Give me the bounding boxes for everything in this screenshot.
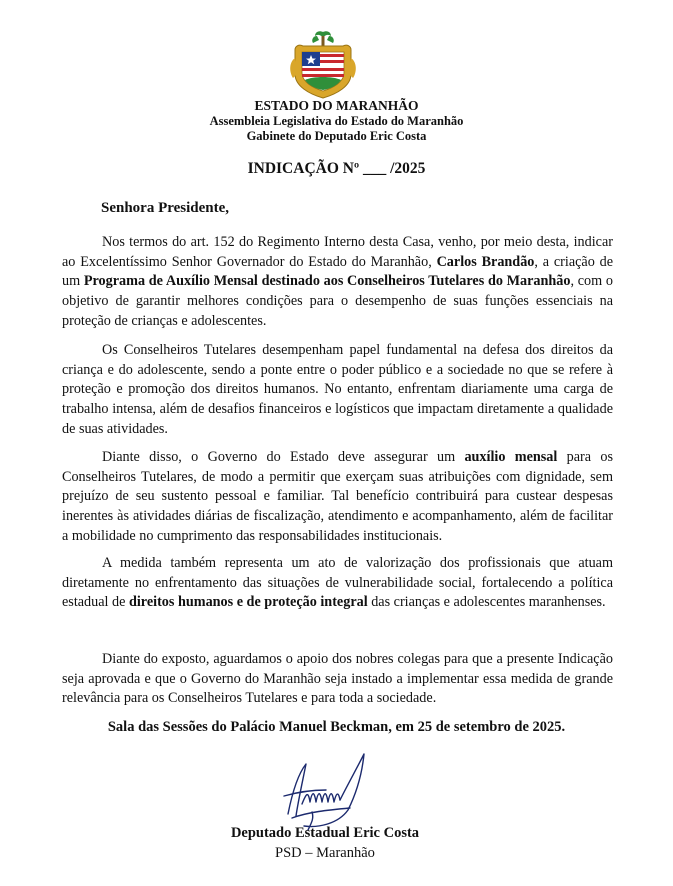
program-name: Programa de Auxílio Mensal destinado aos Conselheiros Tutelares do Maranhão xyxy=(83,273,571,290)
paragraph-1: Nos termos do art. 152 do Regimento Interno desta Casa, venho, por meio desta, indicar ao Excelentíssimo Senhor Governador do Estado do Maranhão, Carlos Brandão, a criação de um Programa de Auxílio Mensal destinado aos Conselheiros Tutelares do Maranhão, com o objetivo de garantir melhores condições para o desempenho de suas funções essenciais na proteção de crianças e adolescentes. xyxy=(62,234,614,329)
monthly-aid-emphasis: auxílio mensal xyxy=(464,449,558,465)
governor-name: Carlos Brandão xyxy=(436,253,535,270)
paragraph-5: Diante do exposto, aguardamos o apoio dos nobres colegas para que a presente Indicação seja aprovada e que o Governo do Maranhão seja instado a implementar essa medida de grande relevância para os Conselheiros Tutelares e para toda a sociedade. xyxy=(62,651,613,707)
assembly-name: Assembleia Legislativa do Estado do Maranhão xyxy=(209,114,464,128)
paragraph-2: Os Conselheiros Tutelares desempenham papel fundamental na defesa dos direitos da criança e do adolescente, sendo a ponte entre o poder público e a sociedade no que se refere à proteção e promoção dos direitos humanos. No entanto, enfrentam diariamente uma carga de trabalho intensa, além de desafios financeiros e logísticos que impactam diretamente a qualidade de suas atividades. xyxy=(62,342,613,437)
signer-party: PSD – Maranhão xyxy=(275,845,375,861)
office-name: Gabinete do Deputado Eric Costa xyxy=(246,129,427,143)
state-name: ESTADO DO MARANHÃO xyxy=(254,98,419,113)
handwritten-signature-icon xyxy=(268,744,378,836)
paragraph-3: Diante disso, o Governo do Estado deve assegurar um auxílio mensal para os Conselheiros Tutelares, de modo a permitir que exerçam suas atribuições com dignidade, sem prejuízo de seu sustento pessoal e familiar. Tal benefício contribuirá para custear despesas inerentes às atividades diárias de fiscalização, atendimento e acompanhamento, além de facilitar a mobilidade no cumprimento das responsabilidades institucionais. xyxy=(62,449,613,544)
state-coat-of-arms-icon xyxy=(285,28,361,100)
closing-line: Sala das Sessões do Palácio Manuel Beckman, em 25 de setembro de 2025. xyxy=(107,719,566,735)
human-rights-emphasis: direitos humanos e de proteção integral xyxy=(128,594,368,611)
document-title: INDICAÇÃO Nº ___ /2025 xyxy=(247,160,426,177)
signer-name: Deputado Estadual Eric Costa xyxy=(230,825,420,841)
salutation: Senhora Presidente, xyxy=(101,200,230,216)
paragraph-4: A medida também representa um ato de valorização dos profissionais que atuam diretamente no enfrentamento das situações de vulnerabilidade social, fortalecendo a política estadual de direitos humanos e de proteção integral das crianças e adolescentes maranhenses. xyxy=(62,555,613,611)
